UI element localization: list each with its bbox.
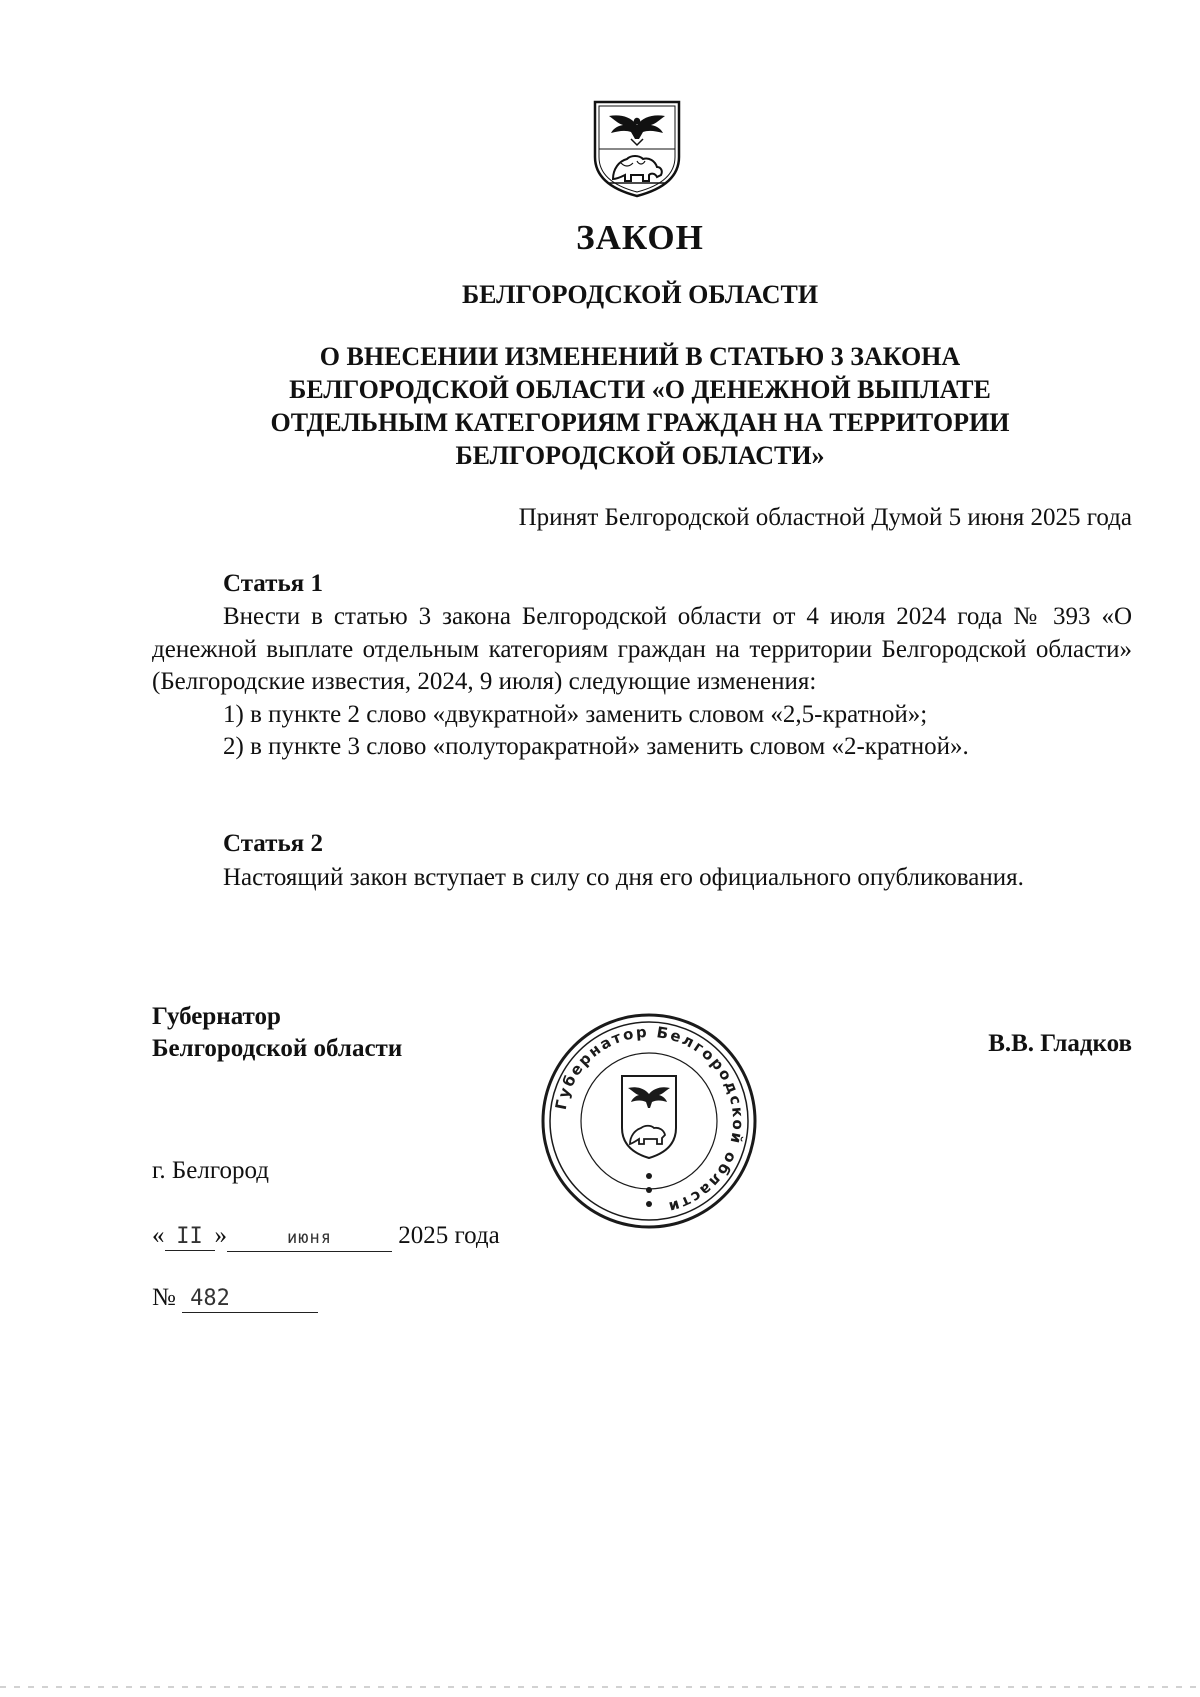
signatory-name: В.В. Гладков [988, 1030, 1132, 1057]
signatory-position-line: Губернатор [152, 1003, 281, 1030]
article-1-heading: Статья 1 [223, 570, 323, 597]
signatory-position-line: Белгородской области [152, 1035, 403, 1062]
signatory-position [152, 1001, 402, 1065]
subject-line: БЕЛГОРОДСКОЙ ОБЛАСТИ «О ДЕНЕЖНОЙ ВЫПЛАТЕ [289, 375, 991, 404]
date-year: 2025 года [398, 1222, 500, 1249]
official-seal-icon [538, 1010, 760, 1232]
article-1-text: Внести в статью 3 закона Белгородской области от 4 июля 2024 года № 393 «О денежной выплате отдельным категориям граждан на территории Белгородской области» (Белгородские известия, 2024, 9 июля) следующие изменения: [152, 603, 1132, 695]
subject-line: О ВНЕСЕНИИ ИЗМЕНЕНИЙ В СТАТЬЮ 3 ЗАКОНА [319, 342, 961, 371]
article-1-body [152, 601, 1132, 764]
date-close-quote: » [214, 1222, 227, 1249]
number-value: 482 [182, 1286, 318, 1313]
article-1-item: 2) в пункте 3 слово «полуторакратной» заменить словом «2-кратной». [223, 733, 969, 760]
article-2-body [152, 862, 1132, 895]
svg-text:Губернатор Белгородской област: Губернатор Белгородской области [551, 1022, 748, 1217]
article-1-item: 1) в пункте 2 слово «двукратной» заменить словом «2,5-кратной»; [223, 700, 928, 728]
document-subject [0, 340, 1200, 472]
adoption-note: Принят Белгородской областной Думой 5 июня 2025 года [518, 504, 1132, 531]
scan-edge-noise [0, 1686, 1200, 1688]
document-region: БЕЛГОРОДСКОЙ ОБЛАСТИ [461, 280, 819, 309]
law-number [152, 1284, 318, 1313]
signing-place: г. Белгород [152, 1157, 269, 1184]
document-title: ЗАКОН [576, 218, 704, 257]
subject-line: ОТДЕЛЬНЫМ КАТЕГОРИЯМ ГРАЖДАН НА ТЕРРИТОРИИ [270, 408, 1010, 437]
article-2-text: Настоящий закон вступает в силу со дня его официального опубликования. [223, 864, 1024, 891]
number-sign: № [152, 1284, 176, 1311]
article-2-heading: Статья 2 [223, 830, 323, 857]
date-month: июня [227, 1225, 392, 1252]
date-open-quote: « [152, 1222, 165, 1249]
belgorod-coat-of-arms-icon [587, 99, 687, 199]
signing-date [152, 1222, 500, 1252]
date-day: II [165, 1224, 215, 1251]
subject-line: БЕЛГОРОДСКОЙ ОБЛАСТИ» [455, 441, 825, 470]
